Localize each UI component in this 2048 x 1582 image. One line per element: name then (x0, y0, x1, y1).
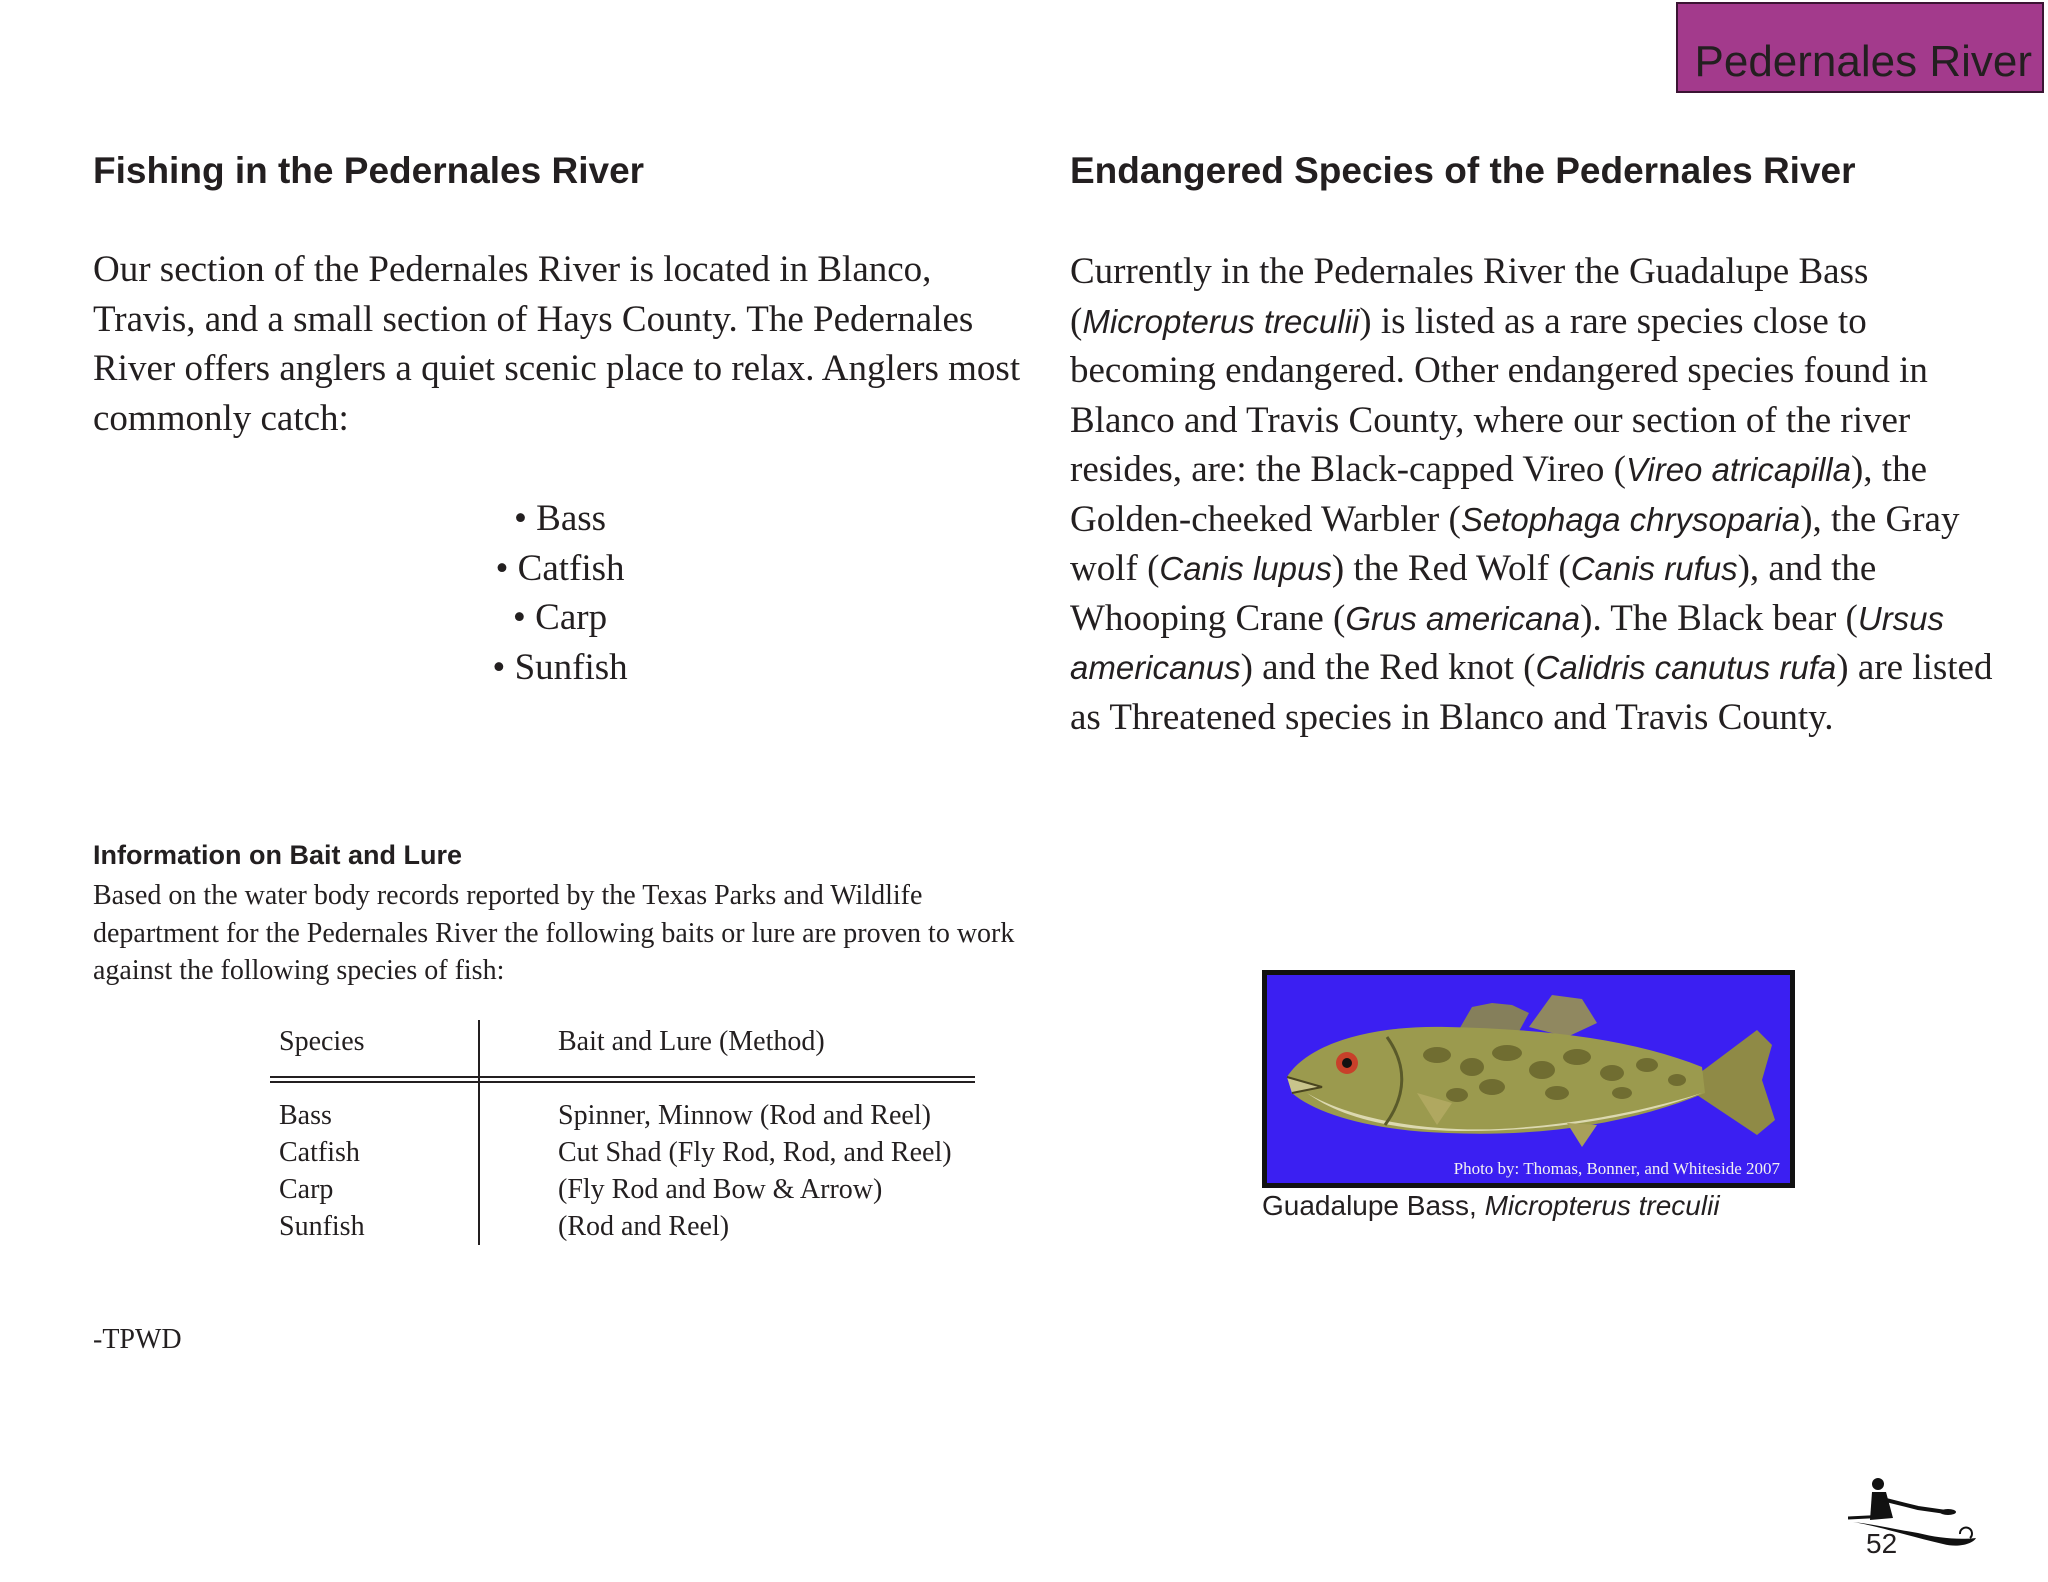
scientific-name: Ursus americanus (1070, 599, 1945, 686)
body-text: ) the Red Wolf ( (1331, 548, 1571, 589)
scientific-name: Setophaga chrysoparia (1460, 500, 1801, 538)
scientific-name: Grus americana (1345, 599, 1581, 637)
photo-caption (1262, 1190, 1720, 1222)
source-signoff: -TPWD (93, 1324, 182, 1355)
table-cell: (Rod and Reel) (558, 1211, 730, 1242)
scientific-name: Calidris canutus rufa (1535, 649, 1837, 686)
guadalupe-bass-photo (1262, 970, 1795, 1188)
list-item: • Sunfish (440, 643, 680, 693)
fishing-intro: Our section of the Pedernales River is located in Blanco, Travis, and a small section of Hays County. The Pedernales River offers anglers a quiet scenic place to relax. Anglers most commonly catch: (93, 249, 1021, 439)
table-cell: Bass (279, 1100, 332, 1131)
table-cell: Sunfish (279, 1211, 365, 1242)
endangered-heading: Endangered Species of the Pedernales River (1070, 150, 1856, 191)
scientific-name: Canis lupus (1159, 550, 1332, 587)
body-text: Currently in the Pedernales River the Guadalupe Bass ( (1070, 251, 1869, 342)
section-title: Pedernales River (1694, 37, 2032, 86)
table-divider (478, 1020, 480, 1245)
table-cell: Spinner, Minnow (Rod and Reel) (558, 1100, 931, 1131)
body-text: ). The Black bear ( (1580, 597, 1858, 639)
bait-intro: Based on the water body records reported by the Texas Parks and Wildlife department for the Pedernales River the following baits or lure are proven to work against the following species of fish: (93, 880, 1015, 986)
catch-list (440, 494, 680, 692)
list-item: • Carp (440, 593, 680, 643)
table-cell: Catfish (279, 1137, 360, 1168)
page-number: 52 (1866, 1528, 1898, 1559)
list-item: • Bass (440, 494, 680, 544)
body-text: ), the Golden-cheeked Warbler ( (1070, 449, 1928, 540)
table-header-bait: Bait and Lure (Method) (558, 1026, 825, 1057)
scientific-name: Micropterus treculii (1082, 302, 1360, 340)
photo-credit: Photo by: Thomas, Bonner, and Whiteside 2007 (1453, 1159, 1780, 1178)
table-rule (270, 1081, 975, 1083)
body-text: ) and the Red knot ( (1240, 647, 1536, 688)
body-text: ) is listed as a rare species close to becoming endangered. Other endangered species found in Blanco and Travis County, where our section of the river resides, are: the Black-capped Vireo ( (1070, 300, 1928, 490)
body-text: ) are listed as Threatened species in Blanco and Travis County. (1070, 647, 1993, 738)
table-cell: (Fly Rod and Bow & Arrow) (558, 1174, 883, 1205)
bait-heading: Information on Bait and Lure (93, 840, 462, 870)
table-header-species: Species (279, 1026, 365, 1057)
body-text: ), and the Whooping Crane ( (1070, 548, 1877, 639)
caption-scientific-name: Micropterus treculii (1484, 1190, 1720, 1221)
list-item: • Catfish (440, 544, 680, 594)
scientific-name: Canis rufus (1570, 550, 1738, 587)
bait-table (270, 1020, 975, 1245)
fishing-heading: Fishing in the Pedernales River (93, 150, 645, 191)
table-rule (270, 1076, 975, 1078)
table-cell: Cut Shad (Fly Rod, Rod, and Reel) (558, 1137, 952, 1168)
body-text: ), the Gray wolf ( (1070, 498, 1960, 589)
scientific-name: Vireo atricapilla (1625, 451, 1851, 488)
section-banner (1676, 2, 2044, 93)
table-cell: Carp (279, 1174, 334, 1205)
fish-illustration (1267, 975, 1790, 1183)
endangered-body (1070, 247, 2005, 742)
caption-common-name: Guadalupe Bass, (1262, 1190, 1485, 1221)
